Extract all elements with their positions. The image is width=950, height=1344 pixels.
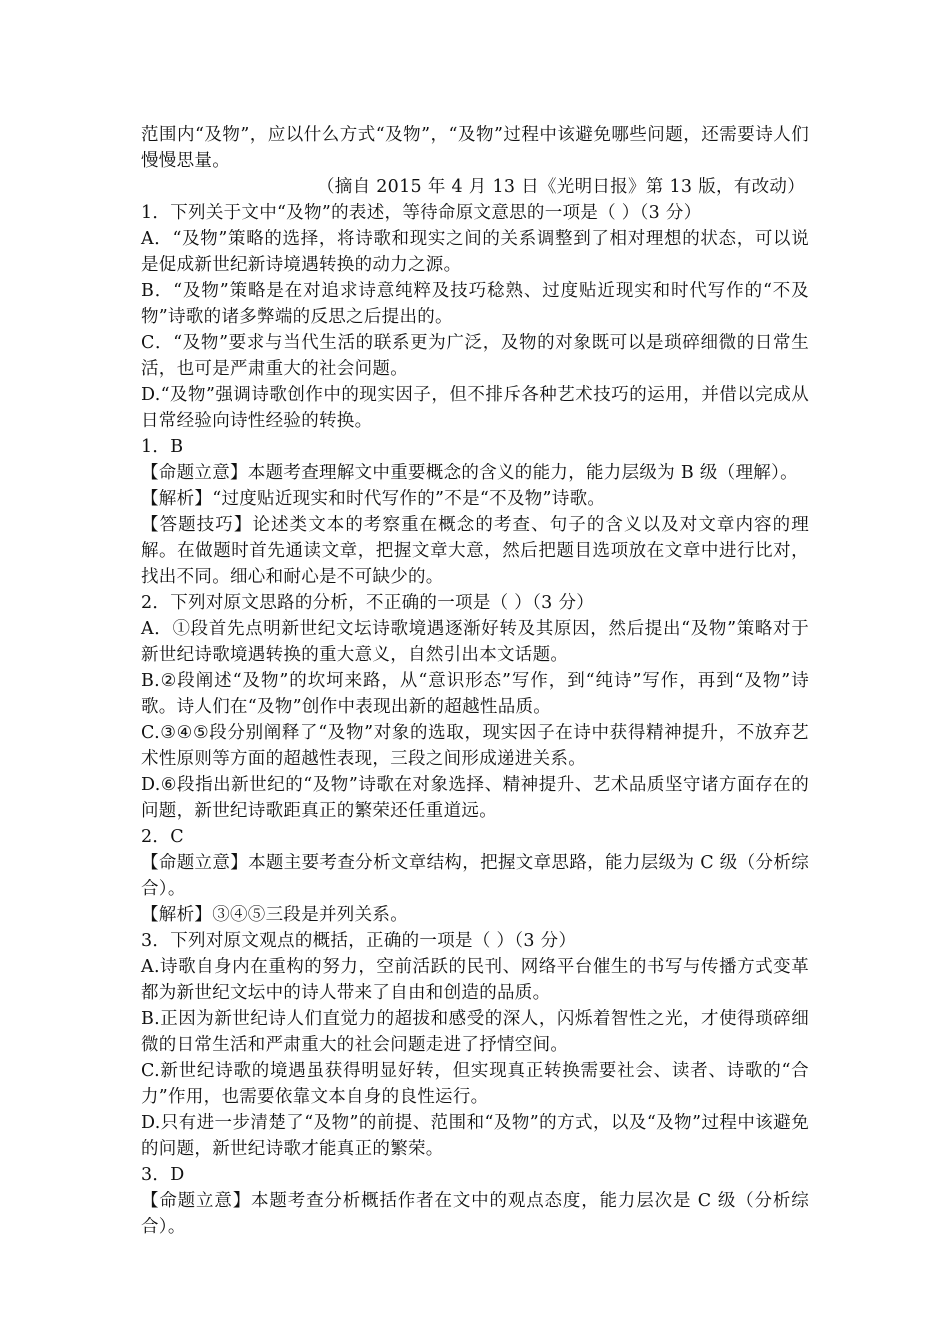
question-1-option-a: A．“及物”策略的选择，将诗歌和现实之间的关系调整到了相对理想的状态，可以说是促成新世纪新诗境遇转换的动力之源。 [141,229,809,275]
question-1-stem: 1．下列关于文中“及物”的表述，等待命原文意思的一项是（ ）（3 分） [141,203,702,223]
question-1-option-d: D.“及物”强调诗歌创作中的现实因子，但不排斥各种艺术技巧的运用，并借以完成从日常经验向诗性经验的转换。 [141,385,809,431]
question-1-option-c: C．“及物”要求与当代生活的联系更为广泛，及物的对象既可以是琐碎细微的日常生活，也可是严肃重大的社会问题。 [141,333,809,379]
question-3-option-a: A.诗歌自身内在重构的努力，空前活跃的民刊、网络平台催生的书写与传播方式变革都为新世纪文坛中的诗人带来了自由和创造的品质。 [141,957,809,1003]
question-2-option-a: A．①段首先点明新世纪文坛诗歌境遇逐渐好转及其原因，然后提出“及物”策略对于新世纪诗歌境遇转换的重大意义，自然引出本文话题。 [141,619,809,665]
question-2-analysis: 【解析】③④⑤三段是并列关系。 [141,905,408,925]
question-3-answer: 3．D [141,1165,185,1185]
question-2-option-c: C.③④⑤段分别阐释了“及物”对象的选取，现实因子在诗中获得精神提升，不放弃艺术性原则等方面的超越性表现，三段之间形成递进关系。 [141,723,809,769]
document-page [141,122,809,1240]
question-1-option-b: B．“及物”策略是在对追求诗意纯粹及技巧稔熟、过度贴近现实和时代写作的“不及物”诗歌的诸多弊端的反思之后提出的。 [141,281,809,327]
question-1-intent: 【命题立意】本题考查理解文中重要概念的含义的能力，能力层级为 B 级（理解）。 [141,463,798,483]
question-3-option-c: C.新世纪诗歌的境遇虽获得明显好转，但实现真正转换需要社会、读者、诗歌的“合力”作用，也需要依靠文本自身的良性运行。 [141,1061,809,1107]
question-3-stem: 3．下列对原文观点的概括，正确的一项是（ ）（3 分） [141,931,577,951]
question-2-answer: 2．C [141,827,184,847]
question-2-option-b: B.②段阐述“及物”的坎坷来路，从“意识形态”写作，到“纯诗”写作，再到“及物”诗歌。诗人们在“及物”创作中表现出新的超越性品质。 [141,671,809,717]
question-3-option-d: D.只有进一步清楚了“及物”的前提、范围和“及物”的方式，以及“及物”过程中该避免的问题，新世纪诗歌才能真正的繁荣。 [141,1113,809,1159]
intro-paragraph: 范围内“及物”，应以什么方式“及物”，“及物”过程中该避免哪些问题，还需要诗人们慢慢思量。 [141,125,809,171]
question-1-analysis: 【解析】“过度贴近现实和时代写作的”不是“不及物”诗歌。 [141,489,606,509]
question-3-option-b: B.正因为新世纪诗人们直觉力的超拔和感受的深人，闪烁着智性之光，才使得琐碎细微的日常生活和严肃重大的社会问题走进了抒情空间。 [141,1009,809,1055]
question-1-answer: 1．B [141,437,184,457]
question-1-tip: 【答题技巧】论述类文本的考察重在概念的考查、句子的含义以及对文章内容的理解。在做题时首先通读文章，把握文章大意，然后把题目选项放在文章中进行比对，找出不同。细心和耐心是不可缺少的。 [141,515,809,587]
question-2-stem: 2．下列对原文思路的分析，不正确的一项是（ ）（3 分） [141,593,595,613]
question-2-option-d: D.⑥段指出新世纪的“及物”诗歌在对象选择、精神提升、艺术品质坚守诸方面存在的问题，新世纪诗歌距真正的繁荣还任重道远。 [141,775,809,821]
question-2-intent: 【命题立意】本题主要考查分析文章结构，把握文章思路，能力层级为 C 级（分析综合）。 [141,853,809,899]
question-3-intent: 【命题立意】本题考查分析概括作者在文中的观点态度，能力层次是 C 级（分析综合）。 [141,1191,809,1237]
source-citation: （摘自 2015 年 4 月 13 日《光明日报》第 13 版，有改动） [316,177,805,197]
